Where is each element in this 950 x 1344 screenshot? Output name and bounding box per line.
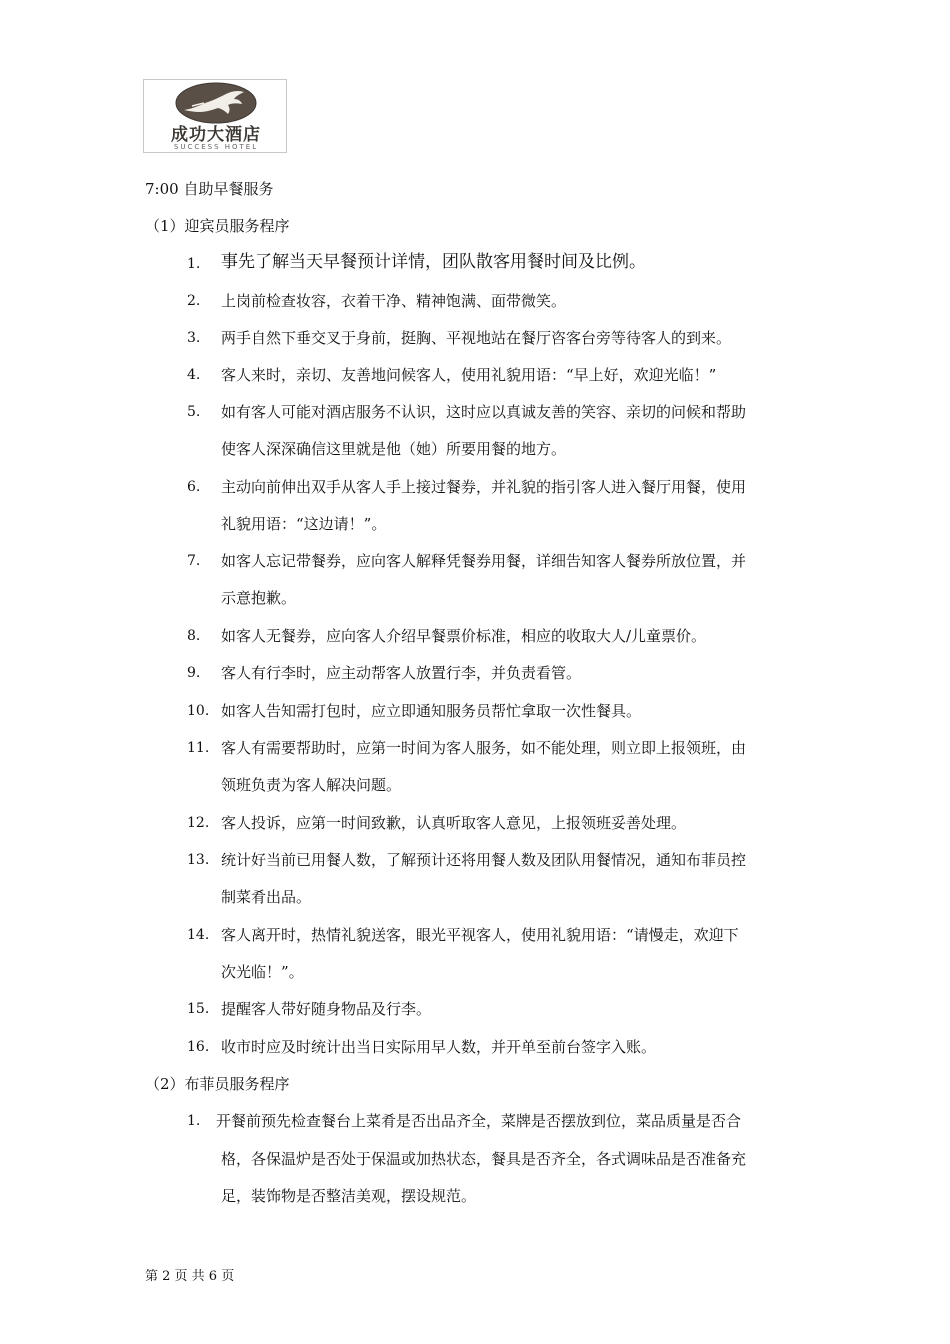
list-item-text: 统计好当前已用餐人数，了解预计还将用餐人数及团队用餐情况，通知布菲员控 <box>221 851 747 869</box>
list-item-number: 12. <box>187 815 210 831</box>
section-title-buffet: （2）布菲员服务程序 <box>145 1075 290 1093</box>
page-heading: 7:00 自助早餐服务 <box>145 180 274 198</box>
list-item-text: 两手自然下垂交叉于身前，挺胸、平视地站在餐厅咨客台旁等待客人的到来。 <box>221 329 732 347</box>
list-item-number: 1. <box>187 1113 201 1129</box>
list-item-text: 如客人忘记带餐券，应向客人解释凭餐券用餐，详细告知客人餐券所放位置，并 <box>221 552 747 570</box>
hotel-logo <box>143 79 287 153</box>
list-item-number: 9. <box>187 665 201 681</box>
list-item-text: 上岗前检查妆容，衣着干净、精神饱满、面带微笑。 <box>221 292 567 310</box>
list-item-text-continued: 示意抱歉。 <box>221 589 297 607</box>
list-item-text-continued: 领班负责为客人解决问题。 <box>221 776 402 794</box>
horse-emblem-icon <box>144 80 288 128</box>
list-item-text: 收市时应及时统计出当日实际用早人数，并开单至前台签字入账。 <box>221 1038 657 1056</box>
list-item-number: 7. <box>187 553 201 569</box>
list-item-number: 15. <box>187 1001 210 1017</box>
list-item-number: 16. <box>187 1039 210 1055</box>
list-item-number: 11. <box>187 740 210 756</box>
list-item-text: 客人来时，亲切、友善地问候客人，使用礼貌用语：“早上好，欢迎光临！” <box>221 366 717 384</box>
list-item-number: 3. <box>187 330 201 346</box>
list-item-text-continued: 礼貌用语：“这边请！”。 <box>221 515 387 533</box>
list-item-text: 客人离开时，热情礼貌送客，眼光平视客人，使用礼貌用语：“请慢走，欢迎下 <box>221 926 739 944</box>
list-item-text: 开餐前预先检查餐台上菜肴是否出品齐全，菜牌是否摆放到位，菜品质量是否合 <box>216 1112 742 1130</box>
list-item-number: 10. <box>187 703 210 719</box>
list-item-text: 客人投诉，应第一时间致歉，认真听取客人意见，上报领班妥善处理。 <box>221 814 687 832</box>
list-item-text: 客人有行李时，应主动帮客人放置行李，并负责看管。 <box>221 664 582 682</box>
list-item-number: 13. <box>187 852 210 868</box>
list-item-text-continued: 制菜肴出品。 <box>221 888 312 906</box>
list-item-number: 2. <box>187 293 201 309</box>
section-title-greeter: （1）迎宾员服务程序 <box>145 217 290 235</box>
list-item-number: 5. <box>187 404 201 420</box>
list-item-text: 事先了解当天早餐预计详情，团队散客用餐时间及比例。 <box>221 252 646 272</box>
list-item-number: 8. <box>187 628 201 644</box>
list-item-text: 如有客人可能对酒店服务不认识，这时应以真诚友善的笑容、亲切的问候和帮助 <box>221 403 747 421</box>
logo-name-en: SUCCESS HOTEL <box>173 143 259 151</box>
list-item-text-continued: 使客人深深确信这里就是他（她）所要用餐的地方。 <box>221 440 567 458</box>
logo-name-cn: 成功大酒店 <box>171 125 261 145</box>
list-item-text: 提醒客人带好随身物品及行李。 <box>221 1000 432 1018</box>
list-item-text: 如客人告知需打包时，应立即通知服务员帮忙拿取一次性餐具。 <box>221 702 642 720</box>
list-item-text: 如客人无餐券，应向客人介绍早餐票价标准，相应的收取大人/儿童票价。 <box>221 627 707 645</box>
page-footer: 第 2 页 共 6 页 <box>145 1269 235 1284</box>
list-item-number: 14. <box>187 927 210 943</box>
list-item-number: 4. <box>187 367 201 383</box>
list-item-text-continued: 足，装饰物是否整洁美观，摆设规范。 <box>221 1187 477 1205</box>
list-item-text: 主动向前伸出双手从客人手上接过餐券，并礼貌的指引客人进入餐厅用餐，使用 <box>221 478 747 496</box>
list-item-number: 6. <box>187 479 201 495</box>
list-item-text-continued: 格，各保温炉是否处于保温或加热状态，餐具是否齐全，各式调味品是否准备充 <box>221 1150 747 1168</box>
list-item-text: 客人有需要帮助时，应第一时间为客人服务，如不能处理，则立即上报领班，由 <box>221 739 747 757</box>
list-item-number: 1. <box>187 256 201 272</box>
list-item-text-continued: 次光临！”。 <box>221 963 304 981</box>
